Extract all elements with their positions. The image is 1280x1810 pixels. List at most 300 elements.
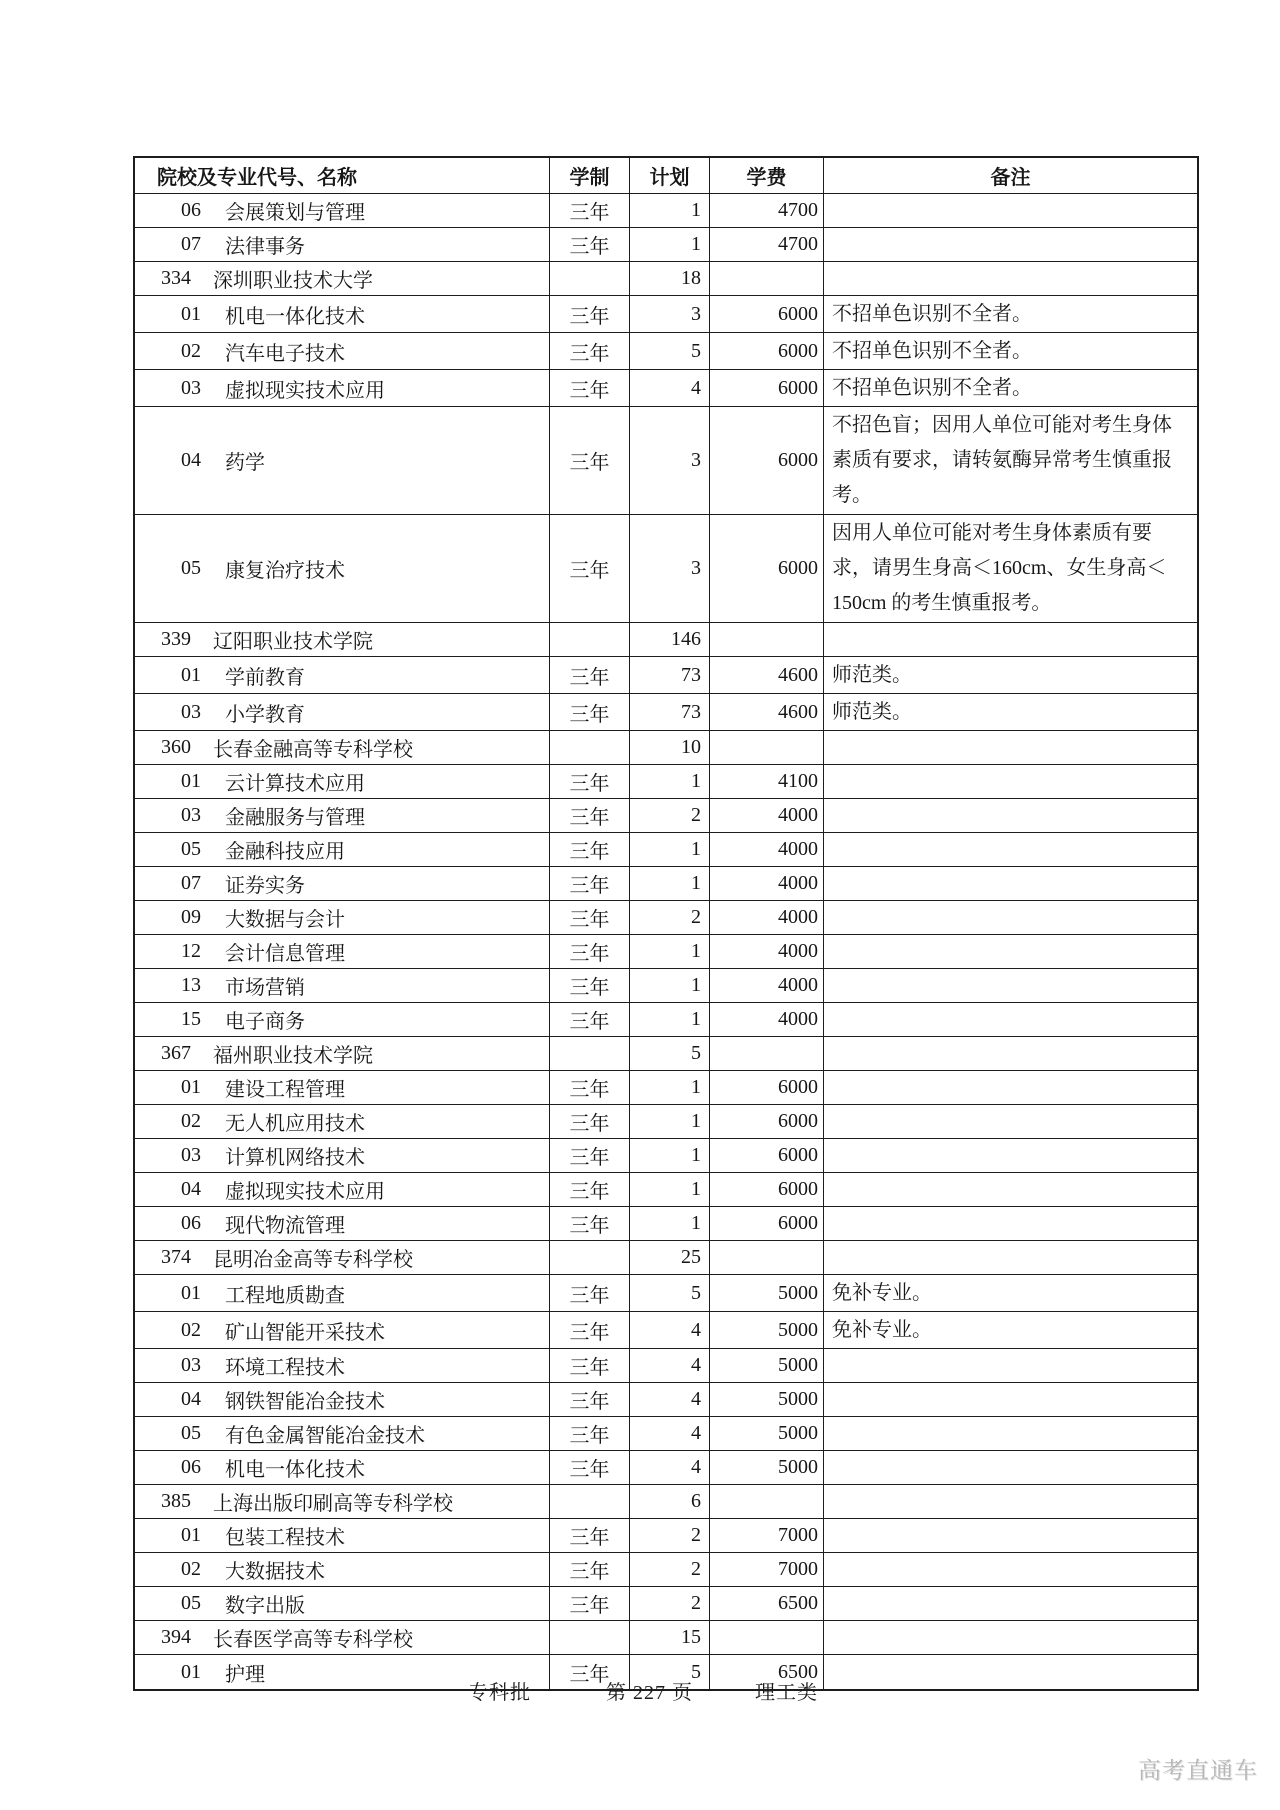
plan-cell: 146 <box>630 623 710 657</box>
school-name: 长春医学高等专科学校 <box>213 1629 413 1651</box>
major-row <box>135 1207 1197 1241</box>
duration-cell: 三年 <box>550 1139 630 1173</box>
major-row <box>135 1312 1197 1349</box>
code-name-cell <box>135 833 550 867</box>
code-text: 05 <box>181 557 201 579</box>
code-name-cell <box>135 194 550 228</box>
code-name-cell <box>135 1139 550 1173</box>
duration-cell <box>550 1241 630 1275</box>
fee-cell: 7000 <box>710 1519 824 1553</box>
major-name: 会计信息管理 <box>225 943 345 965</box>
table-header <box>135 158 1197 194</box>
fee-cell: 6000 <box>710 1071 824 1105</box>
remark-cell <box>824 867 1197 901</box>
remark-cell <box>824 1173 1197 1207</box>
plan-cell: 2 <box>630 1587 710 1621</box>
code-name-cell <box>135 228 550 262</box>
plan-cell: 4 <box>630 1383 710 1417</box>
code-name-cell <box>135 1451 550 1485</box>
fee-cell: 6500 <box>710 1655 824 1689</box>
fee-cell: 4000 <box>710 833 824 867</box>
code-text: 05 <box>181 1592 201 1614</box>
major-name: 数字出版 <box>225 1595 305 1617</box>
header-duration: 学制 <box>550 158 630 194</box>
duration-cell <box>550 1621 630 1655</box>
school-row <box>135 1241 1197 1275</box>
major-row <box>135 901 1197 935</box>
code-text: 01 <box>181 302 201 325</box>
fee-cell: 4000 <box>710 935 824 969</box>
fee-cell <box>710 1485 824 1519</box>
major-name: 会展策划与管理 <box>225 202 365 224</box>
major-row <box>135 1587 1197 1621</box>
duration-cell: 三年 <box>550 407 630 515</box>
fee-cell: 5000 <box>710 1349 824 1383</box>
major-row <box>135 333 1197 370</box>
plan-cell: 1 <box>630 1139 710 1173</box>
school-row <box>135 623 1197 657</box>
plan-cell: 2 <box>630 1553 710 1587</box>
duration-cell: 三年 <box>550 1275 630 1312</box>
code-text: 01 <box>181 1076 201 1098</box>
school-row <box>135 1485 1197 1519</box>
fee-cell <box>710 731 824 765</box>
duration-cell: 三年 <box>550 1587 630 1621</box>
fee-cell: 4000 <box>710 969 824 1003</box>
school-row <box>135 262 1197 296</box>
code-name-cell <box>135 1312 550 1349</box>
code-text: 02 <box>181 1110 201 1132</box>
school-row <box>135 731 1197 765</box>
duration-cell <box>550 262 630 296</box>
major-name: 环境工程技术 <box>225 1357 345 1379</box>
plan-cell: 1 <box>630 1071 710 1105</box>
fee-cell: 6000 <box>710 370 824 407</box>
code-name-cell <box>135 1207 550 1241</box>
code-text: 385 <box>161 1490 191 1512</box>
remark-cell <box>824 935 1197 969</box>
fee-cell: 5000 <box>710 1451 824 1485</box>
plan-cell: 25 <box>630 1241 710 1275</box>
code-name-cell <box>135 515 550 623</box>
code-name-cell <box>135 657 550 694</box>
code-text: 15 <box>181 1008 201 1030</box>
duration-cell: 三年 <box>550 765 630 799</box>
plan-cell: 4 <box>630 370 710 407</box>
major-row <box>135 1139 1197 1173</box>
code-text: 05 <box>181 1422 201 1444</box>
remark-cell: 免补专业。 <box>824 1275 1197 1312</box>
remark-cell <box>824 833 1197 867</box>
code-name-cell <box>135 867 550 901</box>
code-text: 07 <box>181 872 201 894</box>
school-name: 深圳职业技术大学 <box>213 270 373 292</box>
major-row <box>135 799 1197 833</box>
code-name-cell <box>135 901 550 935</box>
duration-cell: 三年 <box>550 1105 630 1139</box>
code-name-cell <box>135 969 550 1003</box>
major-row <box>135 370 1197 407</box>
plan-cell: 1 <box>630 1105 710 1139</box>
code-name-cell <box>135 1553 550 1587</box>
duration-cell: 三年 <box>550 969 630 1003</box>
major-row <box>135 1553 1197 1587</box>
duration-cell: 三年 <box>550 1417 630 1451</box>
school-row <box>135 1621 1197 1655</box>
remark-cell <box>824 1105 1197 1139</box>
duration-cell: 三年 <box>550 1173 630 1207</box>
code-name-cell <box>135 1621 550 1655</box>
plan-cell: 15 <box>630 1621 710 1655</box>
fee-cell: 4000 <box>710 901 824 935</box>
major-row <box>135 765 1197 799</box>
fee-cell: 5000 <box>710 1383 824 1417</box>
major-row <box>135 515 1197 623</box>
fee-cell <box>710 623 824 657</box>
duration-cell: 三年 <box>550 1383 630 1417</box>
major-name: 机电一体化技术 <box>225 305 365 328</box>
footer-page-number: 第 227 页 <box>606 1682 693 1704</box>
code-name-cell <box>135 935 550 969</box>
major-row <box>135 1451 1197 1485</box>
remark-cell <box>824 1485 1197 1519</box>
code-text: 367 <box>161 1042 191 1064</box>
code-text: 01 <box>181 663 201 686</box>
duration-cell: 三年 <box>550 1451 630 1485</box>
duration-cell: 三年 <box>550 694 630 731</box>
major-row <box>135 407 1197 515</box>
duration-cell <box>550 1485 630 1519</box>
code-name-cell <box>135 1485 550 1519</box>
major-name: 药学 <box>225 452 265 474</box>
school-name: 辽阳职业技术学院 <box>213 631 373 653</box>
plan-cell: 18 <box>630 262 710 296</box>
remark-cell <box>824 1207 1197 1241</box>
plan-cell: 6 <box>630 1485 710 1519</box>
major-name: 金融服务与管理 <box>225 807 365 829</box>
duration-cell: 三年 <box>550 1207 630 1241</box>
code-text: 374 <box>161 1246 191 1268</box>
remark-cell <box>824 1655 1197 1689</box>
major-name: 电子商务 <box>225 1011 305 1033</box>
code-text: 01 <box>181 1281 201 1304</box>
fee-cell: 4600 <box>710 694 824 731</box>
major-row <box>135 1105 1197 1139</box>
code-name-cell <box>135 370 550 407</box>
major-name: 护理 <box>225 1663 265 1686</box>
fee-cell: 4000 <box>710 1003 824 1037</box>
major-name: 建设工程管理 <box>225 1079 345 1101</box>
code-text: 01 <box>181 1524 201 1546</box>
code-name-cell <box>135 1241 550 1275</box>
header-college-major: 院校及专业代号、名称 <box>135 158 550 194</box>
remark-cell: 不招单色识别不全者。 <box>824 333 1197 370</box>
remark-cell <box>824 1519 1197 1553</box>
plan-cell: 3 <box>630 407 710 515</box>
major-row <box>135 296 1197 333</box>
fee-cell: 6000 <box>710 407 824 515</box>
code-name-cell <box>135 694 550 731</box>
remark-cell <box>824 1003 1197 1037</box>
code-text: 07 <box>181 233 201 255</box>
plan-cell: 2 <box>630 799 710 833</box>
code-name-cell <box>135 731 550 765</box>
plan-cell: 1 <box>630 1207 710 1241</box>
plan-cell: 2 <box>630 901 710 935</box>
code-name-cell <box>135 1349 550 1383</box>
footer-batch-label: 专科批 <box>468 1682 531 1704</box>
major-row <box>135 657 1197 694</box>
code-text: 03 <box>181 1144 201 1166</box>
major-name: 汽车电子技术 <box>225 342 345 365</box>
plan-cell: 73 <box>630 657 710 694</box>
major-name: 工程地质勘查 <box>225 1284 345 1307</box>
remark-cell <box>824 1621 1197 1655</box>
fee-cell: 6000 <box>710 333 824 370</box>
code-text: 05 <box>181 838 201 860</box>
code-text: 01 <box>181 1660 201 1683</box>
duration-cell <box>550 731 630 765</box>
plan-cell: 5 <box>630 1275 710 1312</box>
fee-cell <box>710 1241 824 1275</box>
code-text: 02 <box>181 1558 201 1580</box>
footer-category-label: 理工类 <box>755 1682 818 1704</box>
plan-cell: 4 <box>630 1417 710 1451</box>
code-text: 06 <box>181 1212 201 1234</box>
duration-cell: 三年 <box>550 515 630 623</box>
table-body <box>135 194 1197 1689</box>
fee-cell: 4600 <box>710 657 824 694</box>
duration-cell: 三年 <box>550 657 630 694</box>
code-name-cell <box>135 1383 550 1417</box>
remark-cell: 不招单色识别不全者。 <box>824 370 1197 407</box>
code-text: 03 <box>181 376 201 399</box>
duration-cell: 三年 <box>550 1553 630 1587</box>
code-text: 03 <box>181 700 201 723</box>
major-name: 市场营销 <box>225 977 305 999</box>
fee-cell: 5000 <box>710 1312 824 1349</box>
fee-cell: 6500 <box>710 1587 824 1621</box>
major-row <box>135 194 1197 228</box>
code-text: 12 <box>181 940 201 962</box>
code-text: 03 <box>181 804 201 826</box>
major-name: 无人机应用技术 <box>225 1113 365 1135</box>
code-name-cell <box>135 1275 550 1312</box>
major-name: 包装工程技术 <box>225 1527 345 1549</box>
duration-cell <box>550 623 630 657</box>
plan-cell: 1 <box>630 969 710 1003</box>
major-name: 虚拟现实技术应用 <box>225 379 385 402</box>
remark-cell <box>824 1451 1197 1485</box>
code-name-cell <box>135 296 550 333</box>
fee-cell: 6000 <box>710 1105 824 1139</box>
remark-cell <box>824 1139 1197 1173</box>
fee-cell: 4100 <box>710 765 824 799</box>
code-name-cell <box>135 1173 550 1207</box>
remark-cell <box>824 1587 1197 1621</box>
duration-cell: 三年 <box>550 194 630 228</box>
code-text: 04 <box>181 1388 201 1410</box>
major-name: 现代物流管理 <box>225 1215 345 1237</box>
remark-cell <box>824 1553 1197 1587</box>
code-text: 13 <box>181 974 201 996</box>
major-name: 金融科技应用 <box>225 841 345 863</box>
remark-cell <box>824 731 1197 765</box>
code-name-cell <box>135 1003 550 1037</box>
code-text: 02 <box>181 1318 201 1341</box>
duration-cell: 三年 <box>550 228 630 262</box>
duration-cell: 三年 <box>550 935 630 969</box>
plan-cell: 4 <box>630 1312 710 1349</box>
plan-cell: 1 <box>630 1003 710 1037</box>
fee-cell <box>710 262 824 296</box>
fee-cell: 4700 <box>710 194 824 228</box>
remark-cell <box>824 262 1197 296</box>
code-name-cell <box>135 1037 550 1071</box>
major-row <box>135 867 1197 901</box>
code-text: 02 <box>181 339 201 362</box>
code-text: 360 <box>161 736 191 758</box>
code-text: 06 <box>181 199 201 221</box>
remark-cell <box>824 1037 1197 1071</box>
major-name: 小学教育 <box>225 703 305 726</box>
major-row <box>135 694 1197 731</box>
code-name-cell <box>135 333 550 370</box>
plan-cell: 73 <box>630 694 710 731</box>
school-name: 福州职业技术学院 <box>213 1045 373 1067</box>
fee-cell: 5000 <box>710 1417 824 1451</box>
duration-cell: 三年 <box>550 901 630 935</box>
major-row <box>135 1417 1197 1451</box>
fee-cell: 6000 <box>710 515 824 623</box>
fee-cell: 6000 <box>710 1139 824 1173</box>
major-name: 虚拟现实技术应用 <box>225 1181 385 1203</box>
major-name: 大数据与会计 <box>225 909 345 931</box>
remark-cell <box>824 969 1197 1003</box>
duration-cell: 三年 <box>550 333 630 370</box>
code-name-cell <box>135 407 550 515</box>
major-name: 计算机网络技术 <box>225 1147 365 1169</box>
major-name: 康复治疗技术 <box>225 560 345 582</box>
major-name: 学前教育 <box>225 666 305 689</box>
remark-cell <box>824 1071 1197 1105</box>
fee-cell: 7000 <box>710 1553 824 1587</box>
plan-cell: 4 <box>630 1349 710 1383</box>
code-text: 06 <box>181 1456 201 1478</box>
code-text: 339 <box>161 628 191 650</box>
duration-cell: 三年 <box>550 1519 630 1553</box>
duration-cell: 三年 <box>550 1312 630 1349</box>
plan-cell: 5 <box>630 1037 710 1071</box>
code-name-cell <box>135 623 550 657</box>
plan-cell: 1 <box>630 1173 710 1207</box>
code-text: 04 <box>181 449 201 471</box>
remark-cell <box>824 1417 1197 1451</box>
code-text: 334 <box>161 267 191 289</box>
remark-cell: 不招单色识别不全者。 <box>824 296 1197 333</box>
fee-cell <box>710 1037 824 1071</box>
remark-cell <box>824 623 1197 657</box>
remark-cell <box>824 228 1197 262</box>
duration-cell: 三年 <box>550 799 630 833</box>
code-name-cell <box>135 1417 550 1451</box>
major-row <box>135 1071 1197 1105</box>
major-row <box>135 1519 1197 1553</box>
plan-cell: 1 <box>630 194 710 228</box>
school-name: 上海出版印刷高等专科学校 <box>213 1493 453 1515</box>
plan-cell: 1 <box>630 935 710 969</box>
plan-cell: 5 <box>630 333 710 370</box>
duration-cell: 三年 <box>550 1071 630 1105</box>
major-row <box>135 1173 1197 1207</box>
code-name-cell <box>135 1105 550 1139</box>
code-name-cell <box>135 765 550 799</box>
plan-cell: 1 <box>630 228 710 262</box>
plan-cell: 1 <box>630 833 710 867</box>
remark-cell <box>824 901 1197 935</box>
header-remark: 备注 <box>824 158 1197 194</box>
duration-cell <box>550 1037 630 1071</box>
duration-cell: 三年 <box>550 867 630 901</box>
remark-cell: 不招色盲；因用人单位可能对考生身体素质有要求，请转氨酶异常考生慎重报考。 <box>824 407 1197 515</box>
header-fee: 学费 <box>710 158 824 194</box>
remark-cell: 师范类。 <box>824 657 1197 694</box>
fee-cell <box>710 1621 824 1655</box>
code-name-cell <box>135 1071 550 1105</box>
remark-cell <box>824 799 1197 833</box>
plan-cell: 10 <box>630 731 710 765</box>
major-row <box>135 935 1197 969</box>
remark-cell: 师范类。 <box>824 694 1197 731</box>
code-text: 09 <box>181 906 201 928</box>
plan-cell: 5 <box>630 1655 710 1689</box>
duration-cell: 三年 <box>550 1349 630 1383</box>
code-text: 04 <box>181 1178 201 1200</box>
fee-cell: 6000 <box>710 1173 824 1207</box>
major-row <box>135 1383 1197 1417</box>
code-text: 394 <box>161 1626 191 1648</box>
header-row <box>135 158 1197 194</box>
major-row <box>135 228 1197 262</box>
code-text: 03 <box>181 1354 201 1376</box>
major-name: 矿山智能开采技术 <box>225 1321 385 1344</box>
remark-cell <box>824 1241 1197 1275</box>
school-row <box>135 1037 1197 1071</box>
fee-cell: 4000 <box>710 799 824 833</box>
remark-cell <box>824 765 1197 799</box>
duration-cell: 三年 <box>550 1003 630 1037</box>
fee-cell: 6000 <box>710 296 824 333</box>
duration-cell: 三年 <box>550 296 630 333</box>
major-name: 大数据技术 <box>225 1561 325 1583</box>
code-name-cell <box>135 799 550 833</box>
fee-cell: 5000 <box>710 1275 824 1312</box>
remark-cell <box>824 1349 1197 1383</box>
remark-cell: 因用人单位可能对考生身体素质有要求，请男生身高＜160cm、女生身高＜150cm 的考生慎重报考。 <box>824 515 1197 623</box>
plan-cell: 3 <box>630 296 710 333</box>
plan-cell: 2 <box>630 1519 710 1553</box>
watermark-text: 高考直通车 <box>1138 1757 1258 1783</box>
duration-cell: 三年 <box>550 833 630 867</box>
school-name: 昆明冶金高等专科学校 <box>213 1249 413 1271</box>
school-name: 长春金融高等专科学校 <box>213 739 413 761</box>
plan-cell: 1 <box>630 867 710 901</box>
admission-plan-table <box>133 156 1199 1691</box>
major-name: 证券实务 <box>225 875 305 897</box>
major-row <box>135 1275 1197 1312</box>
remark-cell <box>824 194 1197 228</box>
header-plan: 计划 <box>630 158 710 194</box>
